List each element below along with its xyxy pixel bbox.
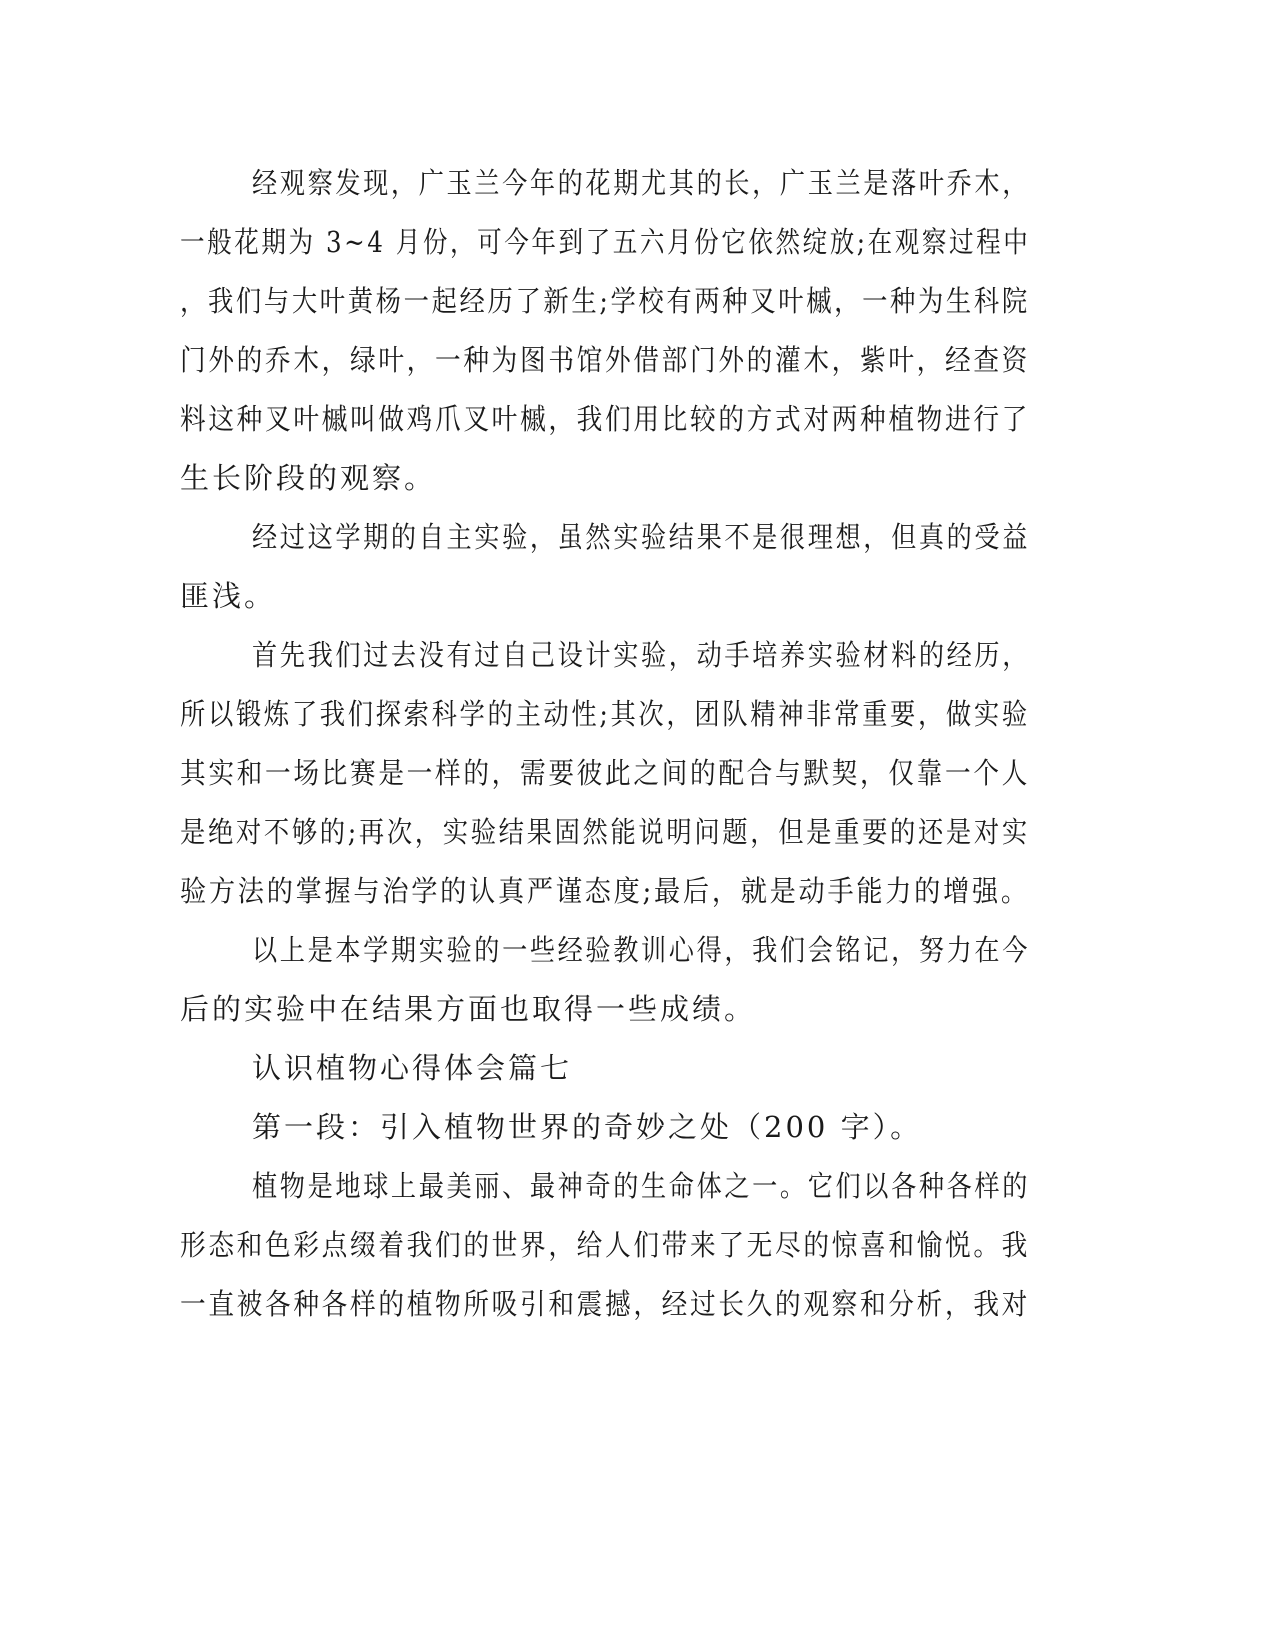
text-line: 植物是地球上最美丽、最神奇的生命体之一。它们以各种各样的 — [252, 1169, 1031, 1203]
section-heading: 认识植物心得体会篇七 — [252, 1051, 573, 1085]
text-line: 经观察发现，广玉兰今年的花期尤其的长，广玉兰是落叶乔木， — [252, 166, 1031, 200]
text-line: 形态和色彩点缀着我们的世界，给人们带来了无尽的惊喜和愉悦。我 — [180, 1228, 1031, 1262]
text-line: 匪浅。 — [180, 579, 277, 613]
text-line: 验方法的掌握与治学的认真严谨态度;最后，就是动手能力的增强。 — [180, 874, 1030, 908]
text-line: 以上是本学期实验的一些经验教训心得，我们会铭记，努力在今 — [252, 933, 1031, 967]
text-line: 一般花期为 3~4 月份，可今年到了五六月份它依然绽放;在观察过程中 — [180, 225, 1031, 259]
text-line: ，我们与大叶黄杨一起经历了新生;学校有两种叉叶槭，一种为生科院 — [180, 284, 1030, 318]
text-line: 首先我们过去没有过自己设计实验，动手培养实验材料的经历， — [252, 638, 1031, 672]
section-subheading: 第一段：引入植物世界的奇妙之处（200 字）。 — [252, 1110, 923, 1144]
text-line: 是绝对不够的;再次，实验结果固然能说明问题，但是重要的还是对实 — [180, 815, 1030, 849]
text-line: 其实和一场比赛是一样的，需要彼此之间的配合与默契，仅靠一个人 — [180, 756, 1031, 790]
text-line: 经过这学期的自主实验，虽然实验结果不是很理想，但真的受益 — [252, 520, 1031, 554]
text-line: 所以锻炼了我们探索科学的主动性;其次，团队精神非常重要，做实验 — [180, 697, 1030, 731]
text-line: 后的实验中在结果方面也取得一些成绩。 — [180, 992, 757, 1026]
text-line: 生长阶段的观察。 — [180, 461, 437, 495]
text-line: 料这种叉叶槭叫做鸡爪叉叶槭，我们用比较的方式对两种植物进行了 — [180, 402, 1031, 436]
text-line: 门外的乔木，绿叶，一种为图书馆外借部门外的灌木，紫叶，经查资 — [180, 343, 1031, 377]
text-line: 一直被各种各样的植物所吸引和震撼，经过长久的观察和分析，我对 — [180, 1287, 1031, 1321]
